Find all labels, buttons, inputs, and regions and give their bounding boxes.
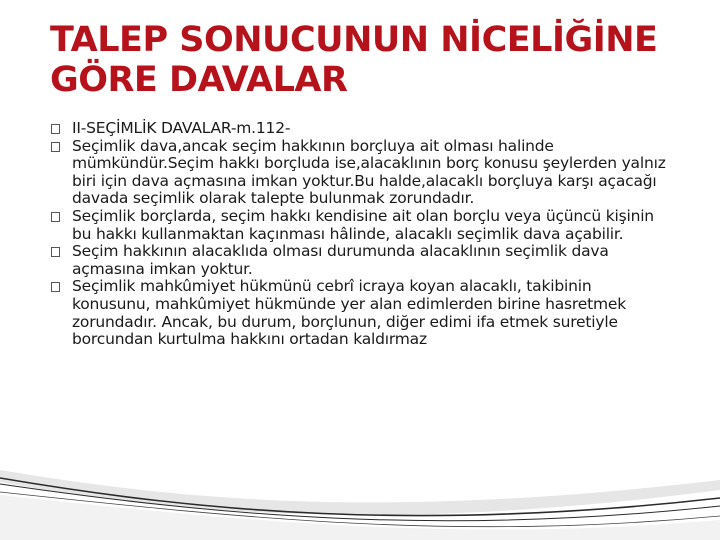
bullet-text: II-SEÇİMLİK DAVALAR-m.112- (72, 119, 291, 137)
square-bullet-icon (51, 247, 60, 257)
slide-title-line-1: TALEP SONUCUNUN NİCELİĞİNE (50, 20, 658, 60)
bullet-text: Seçim hakkının alacaklıda olması durumunda alacaklının seçimlik dava açmasına imkan yoktur. (72, 242, 609, 278)
decorative-wave (0, 420, 720, 540)
square-bullet-icon (51, 212, 60, 222)
bullet-text: Seçimlik dava,ancak seçim hakkının borçluya ait olması halinde mümkündür.Seçim hakkı borçluda ise,alacaklının borç konusu şeylerden yalnız biri için dava açmasına imkan yoktur.Bu halde,alacaklı borçluya karşı açacağı davada seçimlik olarak talepte bulunmak zorundadır. (72, 136, 666, 208)
square-bullet-icon (51, 282, 60, 292)
bullet-text: Seçimlik borçlarda, seçim hakkı kendisine ait olan borçlu veya üçüncü kişinin bu hakkı kullanmaktan kaçınması hâlinde, alacaklı seçimlik dava açabilir. (72, 206, 654, 243)
bullet-item (48, 138, 668, 208)
slide-title-line-2: GÖRE DAVALAR (50, 60, 348, 100)
square-bullet-icon (51, 124, 60, 134)
bullet-text: Seçimlik mahkûmiyet hükmünü cebrî icraya koyan alacaklı, takibinin konusunu, mahkûmiyet hükmünde yer alan edimlerden birine hasretmek zorundadır. Ancak, bu durum, borçlunun, diğer edimi ifa etmek suretiyle borcundan kurtulma hakkını ortadan kaldırmaz (72, 277, 626, 349)
bullet-item (48, 120, 668, 138)
bullet-item (48, 243, 668, 278)
bullet-list (48, 120, 668, 349)
bullet-item (48, 208, 668, 243)
bullet-item (48, 278, 668, 348)
slide-title (50, 20, 690, 100)
square-bullet-icon (51, 142, 60, 152)
